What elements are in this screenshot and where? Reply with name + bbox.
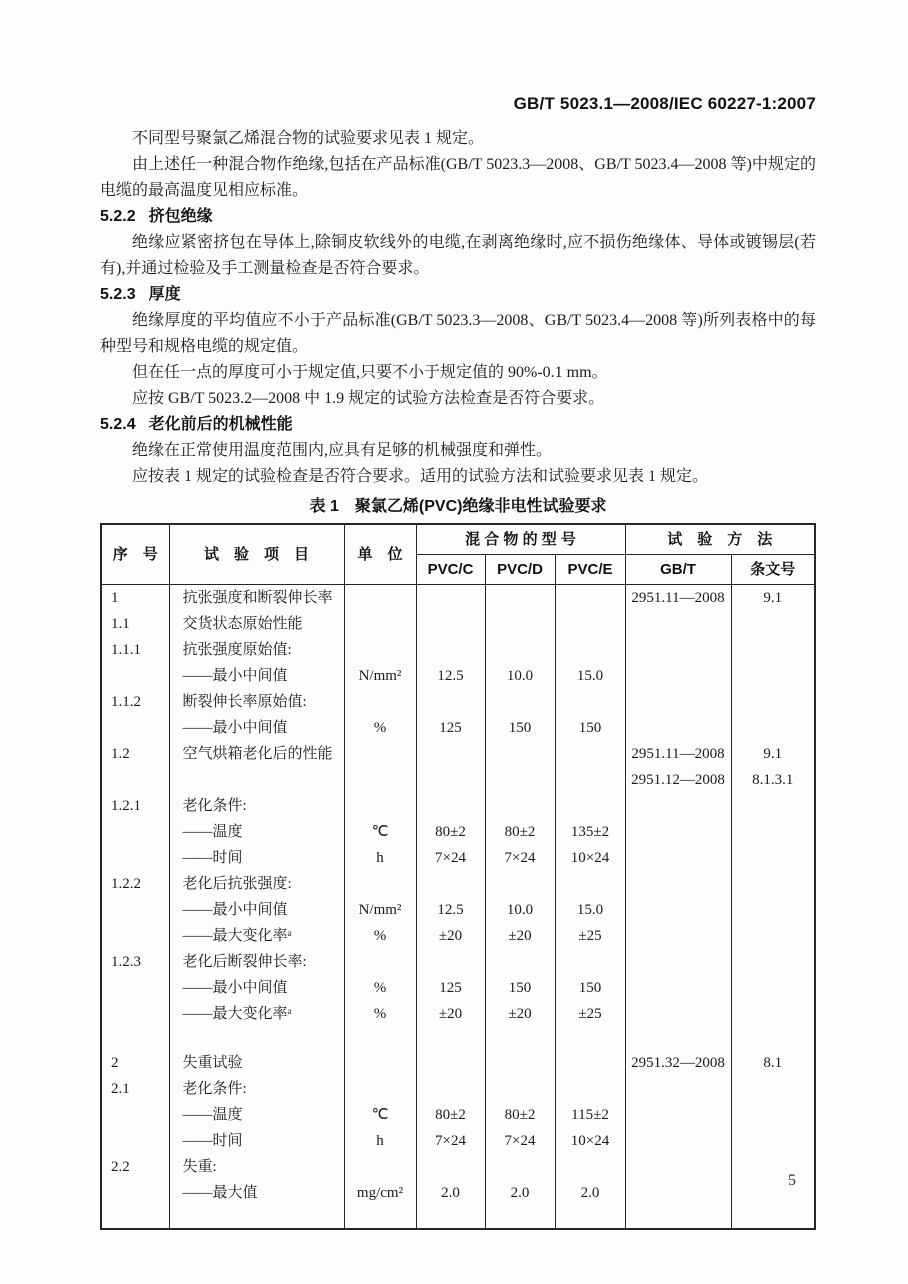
table-cell — [344, 741, 416, 767]
table-cell: 12.5 — [416, 897, 485, 923]
table-cell — [625, 1102, 731, 1128]
table-cell — [485, 793, 555, 819]
table-row — [101, 975, 815, 1001]
table-cell — [416, 793, 485, 819]
table-cell: 80±2 — [416, 1102, 485, 1128]
table-cell: 1.2.1 — [101, 793, 169, 819]
col-group-mixture-type: 混 合 物 的 型 号 — [416, 524, 625, 555]
table-cell: 老化后断裂伸长率: — [169, 949, 344, 975]
table-cell: ——最小中间值 — [169, 975, 344, 1001]
table-cell — [416, 1050, 485, 1076]
table-row — [101, 741, 815, 767]
table-cell: 2.0 — [416, 1180, 485, 1206]
table-cell — [485, 689, 555, 715]
table-cell: mg/cm² — [344, 1180, 416, 1206]
table-cell — [485, 1076, 555, 1102]
table-cell — [731, 949, 815, 975]
page-content — [100, 126, 816, 1230]
table-cell: 10×24 — [555, 1128, 625, 1154]
table-cell — [731, 871, 815, 897]
table-cell — [555, 1206, 625, 1229]
table-cell: 抗张强度和断裂伸长率 — [169, 585, 344, 612]
table-body — [101, 585, 815, 1230]
section-number: 5.2.4 — [100, 416, 136, 433]
table-cell: 150 — [485, 715, 555, 741]
table-cell — [555, 871, 625, 897]
table-cell: 8.1 — [731, 1050, 815, 1076]
standard-code-header: GB/T 5023.1—2008/IEC 60227-1:2007 — [513, 94, 816, 113]
table-cell: ——时间 — [169, 845, 344, 871]
table-cell: % — [344, 1001, 416, 1027]
table-cell — [625, 897, 731, 923]
table-cell — [344, 1206, 416, 1229]
table-cell — [555, 1050, 625, 1076]
table-row — [101, 1128, 815, 1154]
table-row — [101, 845, 815, 871]
table-cell — [555, 585, 625, 612]
table-cell — [625, 715, 731, 741]
table-cell — [169, 1206, 344, 1229]
table-cell — [625, 1128, 731, 1154]
table-cell — [731, 897, 815, 923]
table-cell: 12.5 — [416, 663, 485, 689]
col-header-pvc-e: PVC/E — [555, 555, 625, 585]
table-cell — [555, 689, 625, 715]
paragraph: 绝缘在正常使用温度范围内,应具有足够的机械强度和弹性。 — [132, 442, 553, 459]
table-cell — [625, 949, 731, 975]
table-cell — [555, 1027, 625, 1050]
table-cell: 老化条件: — [169, 1076, 344, 1102]
table-cell — [101, 1102, 169, 1128]
table-cell — [485, 611, 555, 637]
table-cell — [485, 1206, 555, 1229]
section-title: 挤包绝缘 — [148, 208, 213, 225]
table-cell: ——最小中间值 — [169, 897, 344, 923]
col-header-clause: 条文号 — [731, 555, 815, 585]
table-cell — [731, 1206, 815, 1229]
col-header-gbt: GB/T — [625, 555, 731, 585]
table-cell — [344, 1076, 416, 1102]
table-cell: 80±2 — [485, 1102, 555, 1128]
table-cell: 1.2.2 — [101, 871, 169, 897]
table-cell — [625, 793, 731, 819]
table-cell — [731, 715, 815, 741]
table-cell: 125 — [416, 975, 485, 1001]
table-cell — [485, 949, 555, 975]
table-cell: ——温度 — [169, 1102, 344, 1128]
table-row — [101, 1076, 815, 1102]
table-cell: 9.1 — [731, 585, 815, 612]
table-row — [101, 1206, 815, 1229]
table-cell: ——最大变化率ᵃ — [169, 923, 344, 949]
table-cell — [555, 637, 625, 663]
table-cell — [731, 637, 815, 663]
table-cell — [625, 1027, 731, 1050]
table-row — [101, 897, 815, 923]
table-row — [101, 949, 815, 975]
table-cell — [485, 741, 555, 767]
table-cell: ——温度 — [169, 819, 344, 845]
table-cell: 2.1 — [101, 1076, 169, 1102]
table-cell — [555, 611, 625, 637]
table-cell: ——最大变化率ᵃ — [169, 1001, 344, 1027]
table-cell — [416, 949, 485, 975]
table-cell — [416, 871, 485, 897]
table-cell — [625, 637, 731, 663]
table-cell: 2.2 — [101, 1154, 169, 1180]
table-cell — [731, 793, 815, 819]
table-cell — [344, 585, 416, 612]
table-cell — [625, 923, 731, 949]
table-cell: % — [344, 975, 416, 1001]
table-cell — [344, 949, 416, 975]
table-cell: 1.2 — [101, 741, 169, 767]
table-row — [101, 1050, 815, 1076]
table-cell: 失重试验 — [169, 1050, 344, 1076]
table-cell — [101, 897, 169, 923]
paragraph: 不同型号聚氯乙烯混合物的试验要求见表 1 规定。 — [132, 130, 485, 147]
table-header — [101, 524, 815, 585]
section-number: 5.2.3 — [100, 286, 136, 303]
table-cell — [485, 767, 555, 793]
table-cell — [101, 923, 169, 949]
table-cell: ±25 — [555, 923, 625, 949]
table-cell: ±25 — [555, 1001, 625, 1027]
table-cell: N/mm² — [344, 663, 416, 689]
table-cell — [625, 611, 731, 637]
table-cell — [416, 585, 485, 612]
table-cell: 9.1 — [731, 741, 815, 767]
table-cell — [731, 845, 815, 871]
section-number: 5.2.2 — [100, 208, 136, 225]
table-cell — [625, 871, 731, 897]
table-cell: ℃ — [344, 819, 416, 845]
table-cell: 抗张强度原始值: — [169, 637, 344, 663]
table-cell — [731, 611, 815, 637]
table-cell: 失重: — [169, 1154, 344, 1180]
col-header-pvc-d: PVC/D — [485, 555, 555, 585]
table-cell: 7×24 — [416, 845, 485, 871]
table-cell — [101, 767, 169, 793]
table-cell — [485, 585, 555, 612]
col-header-unit: 单 位 — [344, 524, 416, 585]
table-cell: ——最小中间值 — [169, 715, 344, 741]
table-cell — [731, 689, 815, 715]
table-row — [101, 611, 815, 637]
table-cell: 7×24 — [485, 1128, 555, 1154]
table-cell — [101, 1206, 169, 1229]
table-cell — [101, 715, 169, 741]
table-cell: 125 — [416, 715, 485, 741]
table-cell: 10.0 — [485, 897, 555, 923]
table-cell: N/mm² — [344, 897, 416, 923]
table-row — [101, 1102, 815, 1128]
page-number: 5 — [788, 1172, 796, 1189]
table-cell: 2 — [101, 1050, 169, 1076]
table-cell: 1.1 — [101, 611, 169, 637]
table-cell: % — [344, 715, 416, 741]
table-cell: 老化条件: — [169, 793, 344, 819]
table-row — [101, 663, 815, 689]
table-cell — [416, 767, 485, 793]
table-cell — [731, 1001, 815, 1027]
table-cell — [625, 663, 731, 689]
table-cell: 10×24 — [555, 845, 625, 871]
table-cell — [101, 1128, 169, 1154]
table-cell — [101, 1001, 169, 1027]
table-1-pvc-insulation-tests — [100, 523, 816, 1230]
table-cell: ——最小中间值 — [169, 663, 344, 689]
table-cell — [416, 741, 485, 767]
paragraph: 但在任一点的厚度可小于规定值,只要不小于规定值的 90%-0.1 mm。 — [132, 364, 608, 381]
table-row — [101, 767, 815, 793]
table-row — [101, 585, 815, 612]
col-header-no: 序 号 — [101, 524, 169, 585]
table-cell: 1.2.3 — [101, 949, 169, 975]
table-cell: 15.0 — [555, 897, 625, 923]
table-row — [101, 793, 815, 819]
table-row — [101, 819, 815, 845]
col-header-item: 试 验 项 目 — [169, 524, 344, 585]
table-cell — [731, 1102, 815, 1128]
table-caption: 表 1 聚氯乙烯(PVC)绝缘非电性试验要求 — [309, 498, 607, 515]
col-group-test-method: 试 验 方 法 — [625, 524, 815, 555]
table-cell: h — [344, 845, 416, 871]
table-cell: ±20 — [416, 1001, 485, 1027]
table-cell — [485, 871, 555, 897]
table-cell — [625, 1076, 731, 1102]
paragraph: 应按表 1 规定的试验检查是否符合要求。适用的试验方法和试验要求见表 1 规定。 — [132, 468, 709, 485]
table-cell — [555, 767, 625, 793]
table-cell: 135±2 — [555, 819, 625, 845]
section-heading-5-2-3 — [100, 282, 816, 308]
table-cell: 80±2 — [416, 819, 485, 845]
table-cell — [555, 741, 625, 767]
table-cell: 2.0 — [555, 1180, 625, 1206]
table-row — [101, 923, 815, 949]
table-cell: 2951.11—2008 — [625, 741, 731, 767]
table-cell — [416, 611, 485, 637]
table-cell: 1.1.2 — [101, 689, 169, 715]
table-cell — [101, 975, 169, 1001]
table-cell: 2.0 — [485, 1180, 555, 1206]
table-cell: ℃ — [344, 1102, 416, 1128]
table-cell — [625, 1001, 731, 1027]
table-cell: ——时间 — [169, 1128, 344, 1154]
paragraph: 由上述任一种混合物作绝缘,包括在产品标准(GB/T 5023.3—2008、GB/T 5023.4—2008 等)中规定的电缆的最高温度见相应标准。 — [100, 156, 816, 199]
table-row — [101, 689, 815, 715]
table-cell — [625, 1206, 731, 1229]
table-cell — [344, 637, 416, 663]
table-cell: 8.1.3.1 — [731, 767, 815, 793]
table-cell: 空气烘箱老化后的性能 — [169, 741, 344, 767]
table-cell — [416, 1076, 485, 1102]
table-cell: 80±2 — [485, 819, 555, 845]
table-cell — [625, 819, 731, 845]
table-cell: 老化后抗张强度: — [169, 871, 344, 897]
table-cell — [731, 1076, 815, 1102]
table-cell — [485, 637, 555, 663]
table-cell — [555, 949, 625, 975]
table-row — [101, 1001, 815, 1027]
table-cell — [625, 975, 731, 1001]
table-cell — [416, 1206, 485, 1229]
table-cell — [555, 1076, 625, 1102]
table-cell: ±20 — [416, 923, 485, 949]
table-cell: 断裂伸长率原始值: — [169, 689, 344, 715]
table-cell — [416, 637, 485, 663]
table-cell: 150 — [555, 975, 625, 1001]
table-cell — [731, 923, 815, 949]
table-cell: 7×24 — [416, 1128, 485, 1154]
table-cell — [344, 1027, 416, 1050]
section-heading-5-2-2 — [100, 204, 816, 230]
table-cell — [485, 1027, 555, 1050]
table-cell — [731, 1027, 815, 1050]
paragraph: 绝缘厚度的平均值应不小于产品标准(GB/T 5023.3—2008、GB/T 5023.4—2008 等)所列表格中的每种型号和规格电缆的规定值。 — [100, 312, 816, 355]
table-cell: % — [344, 923, 416, 949]
table-cell — [555, 793, 625, 819]
table-cell: 2951.11—2008 — [625, 585, 731, 612]
table-cell — [169, 1027, 344, 1050]
table-cell — [416, 1027, 485, 1050]
table-cell — [625, 845, 731, 871]
table-cell — [344, 611, 416, 637]
table-cell: ——最大值 — [169, 1180, 344, 1206]
section-title: 厚度 — [148, 286, 181, 303]
table-cell: 2951.12—2008 — [625, 767, 731, 793]
table-cell — [344, 689, 416, 715]
table-cell: 10.0 — [485, 663, 555, 689]
paragraph: 绝缘应紧密挤包在导体上,除铜皮软线外的电缆,在剥离绝缘时,应不损伤绝缘体、导体或镀锡层(若有),并通过检验及手工测量检查是否符合要求。 — [100, 234, 816, 277]
paragraph: 应按 GB/T 5023.2—2008 中 1.9 规定的试验方法检查是否符合要求。 — [132, 390, 605, 407]
table-cell — [731, 1128, 815, 1154]
table-row — [101, 1027, 815, 1050]
table-cell — [344, 793, 416, 819]
table-cell — [625, 689, 731, 715]
table-cell: 交货状态原始性能 — [169, 611, 344, 637]
table-cell — [101, 663, 169, 689]
table-cell — [416, 689, 485, 715]
table-cell: ±20 — [485, 923, 555, 949]
table-cell — [731, 975, 815, 1001]
table-cell: 150 — [485, 975, 555, 1001]
section-title: 老化前后的机械性能 — [148, 416, 293, 433]
table-cell — [101, 845, 169, 871]
table-cell: 15.0 — [555, 663, 625, 689]
table-cell: 1.1.1 — [101, 637, 169, 663]
table-cell: 2951.32—2008 — [625, 1050, 731, 1076]
table-cell: 7×24 — [485, 845, 555, 871]
table-cell — [169, 767, 344, 793]
table-cell — [344, 767, 416, 793]
table-cell — [731, 663, 815, 689]
section-heading-5-2-4 — [100, 412, 816, 438]
table-cell: h — [344, 1128, 416, 1154]
table-cell: 150 — [555, 715, 625, 741]
col-header-pvc-c: PVC/C — [416, 555, 485, 585]
table-cell — [731, 819, 815, 845]
table-row — [101, 871, 815, 897]
table-row — [101, 715, 815, 741]
table-cell — [101, 1027, 169, 1050]
table-row — [101, 637, 815, 663]
table-cell — [344, 871, 416, 897]
table-cell — [344, 1050, 416, 1076]
table-cell — [485, 1050, 555, 1076]
table-cell — [101, 819, 169, 845]
table-cell: ±20 — [485, 1001, 555, 1027]
table-cell: 1 — [101, 585, 169, 612]
table-cell: 115±2 — [555, 1102, 625, 1128]
